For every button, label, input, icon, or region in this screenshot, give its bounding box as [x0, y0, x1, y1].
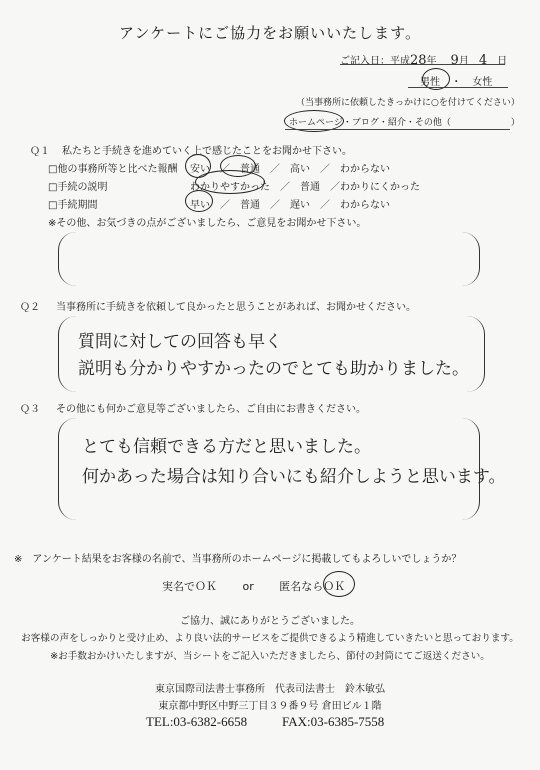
q3-question: その他にも何かご意見等ございましたら、ご自由にお書きください。 — [56, 404, 366, 415]
footer-address: 東京都中野区中野三丁目３９番９号 倉田ビル１階 — [158, 701, 382, 712]
option-or: or — [242, 580, 254, 593]
q1-answer-box — [58, 232, 480, 286]
anonymous-ok-circle — [323, 571, 355, 597]
referral-rest: ・ブログ・紹介・その他（ — [342, 118, 451, 128]
closing-line3: ※お手数おかけいたしますが、当シートをご記入いただきましたら、節付の封筒にてご返送ください。 — [50, 651, 490, 662]
date-field — [340, 52, 507, 68]
gender-male: 男性 — [420, 77, 440, 88]
q2-answer-line2: 説明も分かりやすかったのでとても助かりました。 — [78, 359, 469, 379]
q2-question: 当事務所に手続きを依頼して良かったと思うことがあれば、お聞かせください。 — [56, 302, 416, 313]
permission-question: ※ アンケート結果をお客様の名前で、当事務所のホームページに掲載してもよろしいでしょうか？ — [14, 554, 462, 565]
q1-item-explanation-options: わかりやすかった ／ 普通 ／わかりにくかった — [190, 182, 420, 193]
footer-office: 東京国際司法書士事務所 代表司法書士 鈴木敏弘 — [155, 684, 385, 695]
date-year: 28 — [410, 53, 427, 68]
q1-question: 私たちと手続きを進めていく上で感じたことをお聞かせ下さい。 — [62, 146, 352, 157]
q1-item-duration-options: 早い ／ 普通 ／ 遅い ／ わからない — [190, 200, 390, 211]
page-title: アンケートにご協力をお願いいたします。 — [119, 24, 421, 42]
date-month-unit: 月 — [458, 56, 469, 67]
closing-thanks: ご協力、誠にありがとうございました。 — [180, 616, 360, 627]
q1-item-explanation-label: □手続の説明 — [48, 182, 108, 193]
gender-female: 女性 — [472, 77, 493, 88]
q2-answer-line1: 質問に対しての回答も早く — [78, 332, 282, 352]
gender-separator: ・ — [451, 77, 462, 88]
referral-close: ） — [510, 118, 520, 128]
q1-item-fee-label: □他の事務所等と比べた報酬 — [48, 164, 178, 175]
q1-item-fee-options: 安い ／ 普通 ／ 高い ／ わからない — [190, 164, 390, 175]
closing-line2: お客様の声をしっかりと受け止め、より良い法的サービスをご提供できるよう精進していきたいと思っております。 — [21, 633, 519, 644]
date-day-unit: 日 — [497, 56, 508, 67]
footer-fax: FAX:03-6385-7558 — [282, 714, 385, 729]
date-day: 4 — [478, 53, 488, 68]
date-underline — [340, 64, 505, 65]
q1-number: Ｑ１ — [30, 146, 50, 157]
q1-item-duration-label: □手続期間 — [48, 200, 98, 211]
gender-underline — [408, 87, 508, 88]
q2-number: Ｑ２ — [20, 302, 40, 313]
referral-homepage: ホームページ — [289, 118, 343, 128]
q3-answer-line1: とても信頼できる方だと思いました。 — [82, 437, 371, 457]
date-year-unit: 年 — [426, 56, 437, 67]
option-anonymous: 匿名ならＯＫ — [279, 580, 346, 593]
q1-other-prompt: ※その他、お気づきの点がございましたら、ご意見をお聞かせ下さい。 — [48, 218, 367, 229]
option-real-name: 実名でＯＫ — [162, 580, 217, 593]
q3-number: Ｑ３ — [20, 404, 40, 415]
q3-answer-line2: 何かあった場合は知り合いにも紹介しようと思います。 — [82, 467, 506, 487]
date-label: ご記入日：平成 — [340, 56, 410, 67]
date-month: 9 — [450, 53, 459, 68]
permission-options — [162, 578, 345, 594]
footer-tel: TEL:03-6382-6658 — [146, 714, 248, 729]
referral-underline — [285, 129, 510, 130]
referral-note: （当事務所に依頼したきっかけに○を付けてください） — [296, 98, 520, 108]
duration-fast-circle — [185, 190, 213, 212]
